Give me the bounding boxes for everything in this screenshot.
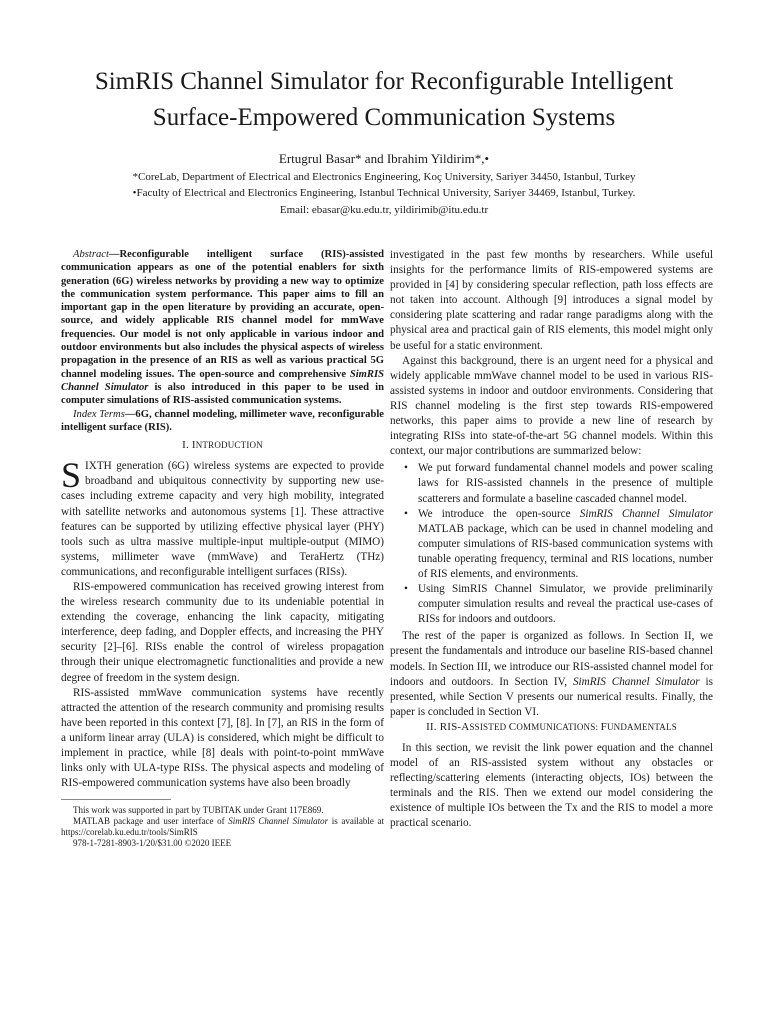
contributions-list	[390, 461, 713, 627]
section-1-number: I.	[182, 439, 192, 452]
email: Email: ebasar@ku.edu.tr, yildirimib@itu.edu.tr	[279, 204, 489, 216]
footnote-2-b: is available at https://corelab.ku.edu.tr/tools/SimRIS	[61, 816, 384, 838]
left-column	[61, 248, 384, 849]
list-item: • We put forward fundamental channel models and power scaling laws for RIS-assisted channels in the presence of multiple scatterers and formulate a baseline cascaded channel model.	[418, 461, 713, 506]
footnote-2	[61, 816, 384, 838]
intro-p1-text: IXTH generation (6G) wireless systems are expected to provide broadband and ubiquitous connectivity by supporting new use-cases including extreme capacity and very high mobility, integrated with satellite networks and autonomous systems [1]. These attractive features can be supported by utilizing effective physical layer (PHY) tools such as ultra massive multiple-input multiple-output (MIMO) systems, millimeter wave (mmWave) and TeraHertz (THz) communications, and reconfigurable intelligent surfaces (RISs).	[61, 460, 384, 578]
index-terms-text: —6G, channel modeling, millimeter wave, reconfigurable intelligent surface (RIS).	[61, 408, 384, 433]
section-2-title-c: C	[508, 720, 517, 733]
title-line-1: SimRIS Channel Simulator for Reconfigurable Intelligent	[94, 68, 674, 95]
intro-paragraph-5: Against this background, there is an urgent need for a physical and widely applicable mmWave channel model to be used in various RIS-assisted systems in indoor and outdoor environments. Considering that RIS channel modeling is the first step towards RIS-empowered networks, this paper aims to provide a new line of research by integrating RISs into state-of-the-art 5G channel models. Within this context, our major contributions are summarized below:	[390, 354, 713, 458]
abstract-text-b: is also introduced in this paper to be used in computer simulations of RIS-assisted communication systems.	[61, 381, 384, 407]
intro-paragraph-2: RIS-empowered communication has received growing interest from the wireless research community due to its undeniable potential in extending the coverage, enhancing the link capacity, mitigating interference, deep fading, and Doppler effects, and increasing the PHY security [2]–[6]. RISs enable the control of wireless propagation through their unique electromagnetic functionalities and provide a new degree of freedom in the system design.	[61, 581, 384, 684]
affiliation-2: •Faculty of Electrical and Electronics Engineering, Istanbul Technical University, Sariyer 34469, Istanbul, Turkey.	[132, 187, 636, 199]
paper-title	[0, 64, 768, 136]
section-2-number: II.	[426, 720, 440, 733]
index-terms	[61, 408, 384, 435]
section-1-heading	[61, 438, 384, 453]
footnote-1: This work was supported in part by TUBITAK under Grant 117E869.	[73, 805, 324, 816]
intro-paragraph-4: investigated in the past few months by researchers. While useful insights for the performance limits of RIS-empowered systems are provided in [4] by considering specular reflection, path loss effects are not taken into account. Although [9] introduces a signal model by considering plate scattering and radar range paradigms along with the physical area and practical gain of RIS elements, this model might only be useful for a static environment.	[390, 249, 713, 352]
footnote-2-em: SimRIS Channel Simulator	[228, 816, 329, 827]
index-terms-lead: Index Terms	[73, 408, 125, 420]
section-1-title-rest: NTRODUCTION	[195, 440, 263, 451]
section-2-title-d: OMMUNICATIONS:	[516, 721, 601, 732]
p6-em: SimRIS Channel Simulator	[572, 675, 700, 688]
right-column	[390, 248, 713, 832]
abstract-lead: Abstract	[73, 249, 109, 260]
section-2-title-b: SSISTED	[469, 721, 509, 732]
section-2-paragraph-1: In this section, we revisit the link power equation and the channel model of an RIS-assisted system without any obstacles or reflecting/scattering elements (interacting objects, IOs) between the terminals and the RIS. Then we extend our model considering the existence of multiple IOs between the Tx and the RIS to model a more practical scenario.	[390, 742, 713, 830]
section-1-title-cap: I	[191, 439, 196, 452]
intro-paragraph-3: RIS-assisted mmWave communication systems have recently attracted the attention of the research community and promising results have been reported in this context [7], [8]. In [7], an RIS in the form of a uniform linear array (ULA) is considered, which might be difficult to implement in practice, while [8] deals with point-to-point mmWave links only with ULA-type RISs. The physical aspects and modeling of RIS-empowered communication systems have also been broadly	[61, 686, 384, 790]
list-item	[418, 507, 713, 582]
abstract	[61, 248, 384, 408]
authors: Ertugrul Basar* and Ibrahim Yildirim*,•	[278, 151, 490, 166]
p6-b: is presented, while Section V presents our numerical results. Finally, the paper is concluded in Section VI.	[390, 675, 714, 718]
section-2-title-e: F	[600, 720, 607, 733]
footnote-2-a: MATLAB package and user interface of	[73, 816, 229, 827]
title-line-2: Surface-Empowered Communication Systems	[152, 104, 616, 131]
drop-cap: S	[61, 455, 82, 496]
bullet-2-a: We introduce the open-source	[418, 507, 580, 520]
p6-a: The rest of the paper is organized as follows. In Section II, we present the fundamentals and introduce our baseline RIS-based channel models. In Section III, we introduce our RIS-assisted channel model for indoors and outdoors. In Section IV,	[390, 630, 713, 688]
abstract-simulator: SimRIS Channel Simulator	[61, 368, 384, 393]
section-2-heading	[390, 720, 713, 735]
intro-paragraph-6	[390, 629, 713, 720]
intro-paragraph-1	[61, 455, 384, 580]
abstract-text-a: —Reconfigurable intelligent surface (RIS)-assisted communication appears as one of the potential enablers for sixth generation (6G) wireless networks by providing a new way to optimize the communication system performance. This paper aims to fill an important gap in the open literature by providing an accurate, open-source, and widely applicable RIS channel model for mmWave frequencies. Our model is not only applicable in various indoor and outdoor environments but also includes the physical aspects of wireless propagation in the presence of an RIS as well as various practical 5G channel modeling issues. The open-source and comprehensive	[61, 249, 384, 380]
bullet-2-em: SimRIS Channel Simulator	[579, 507, 713, 520]
section-2-title-f: UNDAMENTALS	[606, 721, 677, 732]
affiliation-1: *CoreLab, Department of Electrical and Electronics Engineering, Koç University, Sariyer 34450, Istanbul, Turkey	[132, 171, 636, 183]
list-item: • Using SimRIS Channel Simulator, we provide preliminarily computer simulation results and reveal the practical use-cases of RISs for indoors and outdoors.	[418, 582, 713, 627]
footnote-rule	[61, 799, 171, 800]
section-2-title-a: RIS-A	[439, 720, 470, 733]
bullet-2-b: MATLAB package, which can be used in channel modeling and computer simulations of RIS-based communication systems with tunable operating frequency, terminal and RIS locations, number of RIS elements, and environments.	[418, 522, 713, 580]
copyright: 978-1-7281-8903-1/20/$31.00 ©2020 IEEE	[73, 838, 232, 849]
